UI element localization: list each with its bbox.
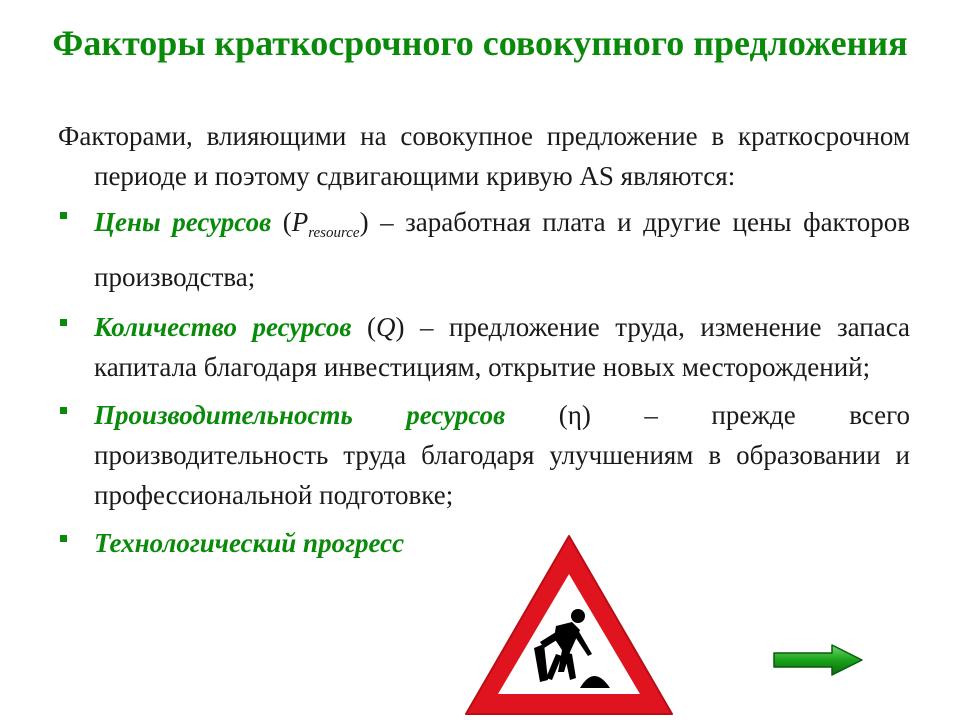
item-text: – заработная плата и другие цены факторов производства; — [94, 207, 911, 292]
list-item-resource-quantity — [58, 307, 910, 387]
bullet-icon — [60, 407, 67, 414]
arrow-right-icon[interactable] — [772, 643, 864, 677]
item-symbol: η — [567, 400, 582, 430]
item-text: – предложение труда, изменение запаса капитала благодаря инвестициям, открытие новых месторождений; — [94, 312, 911, 382]
item-close-paren: ) — [395, 312, 405, 342]
item-open-paren: ( — [351, 312, 376, 342]
item-symbol: P — [291, 207, 309, 237]
intro-paragraph: Факторами, влияющими на совокупное предложение в краткосрочном периоде и поэтому сдвигающими кривую AS являются: — [58, 121, 910, 191]
bullet-icon — [60, 535, 67, 542]
slide-title: Факторы краткосрочного совокупного предложения — [52, 23, 908, 63]
item-open-paren: ( — [271, 207, 292, 237]
item-subscript: resource — [308, 225, 360, 241]
item-symbol: Q — [375, 312, 396, 342]
item-term: Цены ресурсов — [94, 207, 272, 237]
slide-content — [58, 116, 910, 571]
bullet-icon — [60, 212, 67, 219]
list-item-resource-prices — [58, 200, 910, 299]
item-term: Технологический прогресс — [94, 528, 405, 558]
road-works-warning-sign-icon — [460, 530, 678, 720]
list-item-resource-productivity — [58, 395, 910, 515]
bullet-icon — [60, 319, 67, 326]
item-close-paren: ) — [581, 400, 591, 430]
item-term: Количество ресурсов — [94, 312, 352, 342]
item-text: – прежде всего производительность труда благодаря улучшениям в образовании и профессиональной подготовке; — [94, 400, 911, 510]
item-close-paren: ) — [359, 207, 369, 237]
item-term: Производительность ресурсов — [94, 400, 506, 430]
item-open-paren: ( — [505, 400, 568, 430]
